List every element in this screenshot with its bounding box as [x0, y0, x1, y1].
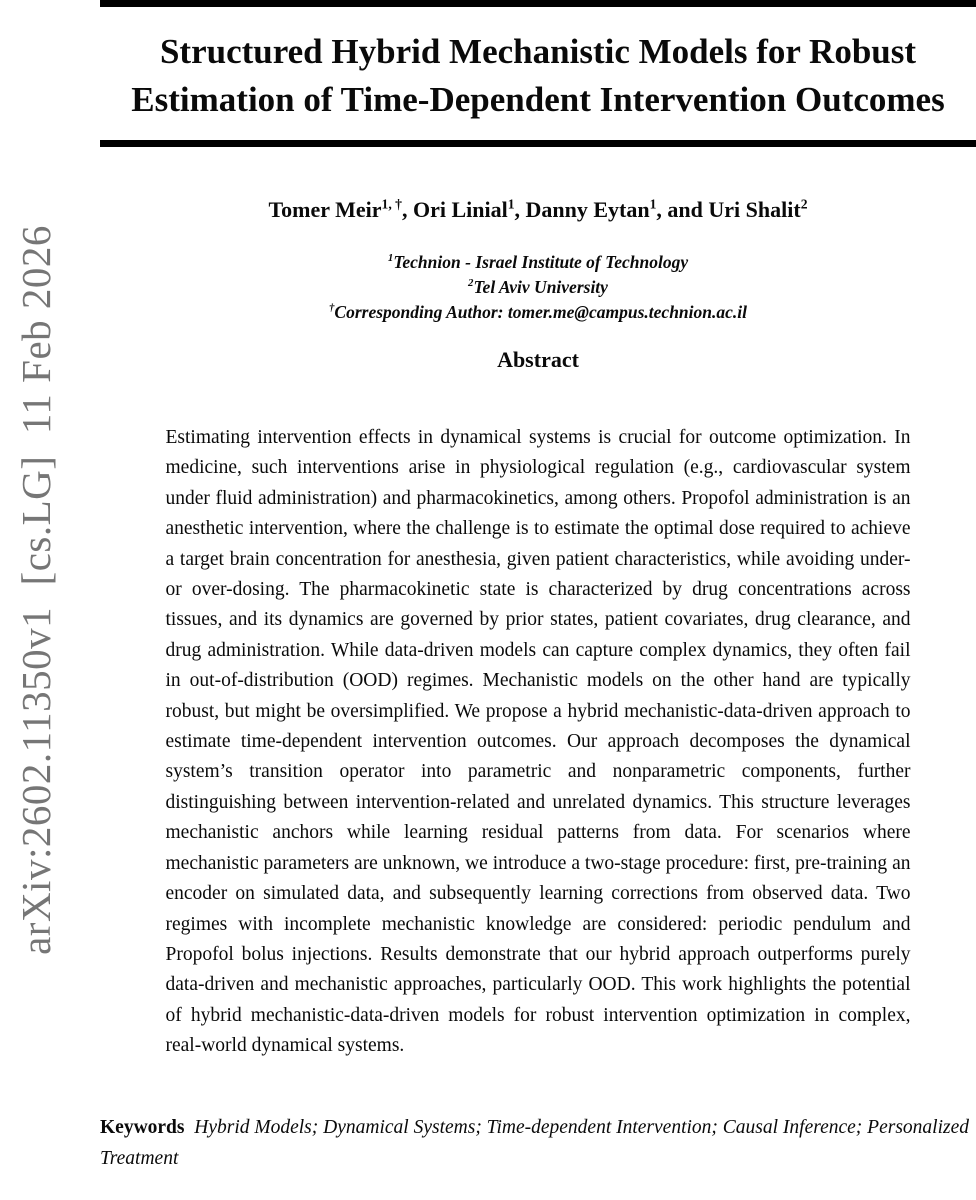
author-affiliation-marker: 1	[649, 196, 657, 212]
paper-content	[100, 0, 976, 1174]
paper-title	[100, 28, 976, 124]
author-name: Danny Eytan	[525, 197, 650, 222]
abstract-heading: Abstract	[497, 347, 579, 372]
author-separator: ,	[401, 197, 413, 222]
affiliation-text: Tel Aviv University	[473, 277, 608, 297]
affiliation-marker: 2	[468, 277, 474, 290]
affiliation-marker: 1	[387, 252, 394, 265]
keywords-text: Hybrid Models; Dynamical Systems; Time-dependent Intervention; Causal Inference; Personalized Treatment	[100, 1116, 970, 1169]
affiliation-marker: †	[328, 302, 335, 315]
author-name: Ori Linial	[412, 197, 508, 222]
title-rule-top	[100, 0, 976, 7]
abstract-body: Estimating intervention effects in dynamical systems is crucial for outcome optimization. In medicine, such interventions arise in physiological regulation (e.g., cardiovascular system under fluid administration) and pharmacokinetics, among others. Propofol administration is an anesthetic intervention, where the challenge is to estimate the optimal dose required to achieve a target brain concentration for anesthesia, given patient characteristics, while avoiding under- or over-dosing. The pharmacokinetic state is characterized by drug concentrations across tissues, and its dynamics are governed by prior states, patient covariates, drug clearance, and drug administration. While data-driven models can capture complex dynamics, they often fail in out-of-distribution (OOD) regimes. Mechanistic models on the other hand are typically robust, but might be oversimplified. We propose a hybrid mechanistic-data-driven approach to estimate time-dependent intervention outcomes. Our approach decomposes the dynamical system’s transition operator into parametric and nonparametric components, further distinguishing between intervention-related and unrelated dynamics. This structure leverages mechanistic anchors while learning residual patterns from data. For scenarios where mechanistic parameters are unknown, we introduce a two-stage procedure: first, pre-training an encoder on simulated data, and subsequently learning corrections from observed data. Two regimes with incomplete mechanistic knowledge are considered: periodic pendulum and Propofol bolus injections. Results demonstrate that our hybrid approach outperforms purely data-driven and mechanistic approaches, particularly OOD. This work highlights the potential of hybrid mechanistic-data-driven models for robust intervention optimization in complex, real-world dynamical systems.	[165, 427, 911, 1057]
author-name: Uri Shalit	[708, 197, 801, 222]
author-affiliation-marker: 1, †	[381, 196, 402, 212]
affiliation-text: Technion - Israel Institute of Technology	[393, 252, 689, 272]
author-separator: ,	[514, 197, 526, 222]
keywords-block	[100, 1112, 976, 1174]
author-affiliation-marker: 2	[800, 196, 808, 212]
paper-title-line2: Estimation of Time-Dependent Intervention Outcomes	[131, 80, 945, 119]
corresponding-author-text: Corresponding Author: tomer.me@campus.technion.ac.il	[334, 302, 747, 322]
affiliation-technion	[100, 250, 976, 275]
keywords-label: Keywords	[100, 1116, 185, 1138]
author-separator: , and	[656, 197, 709, 222]
keywords-separator	[185, 1117, 195, 1138]
corresponding-author-line	[100, 300, 976, 325]
author-name: Tomer Meir	[268, 197, 382, 222]
title-rule-bottom	[100, 140, 976, 147]
author-affiliation-marker: 1	[507, 196, 515, 212]
paper-title-line1: Structured Hybrid Mechanistic Models for Robust	[159, 32, 917, 71]
affiliation-tel-aviv	[100, 275, 976, 300]
author-line	[100, 197, 976, 223]
affiliations-block	[100, 250, 976, 325]
arxiv-watermark: arXiv:2602.11350v1 [cs.LG] 11 Feb 2026	[13, 225, 59, 955]
